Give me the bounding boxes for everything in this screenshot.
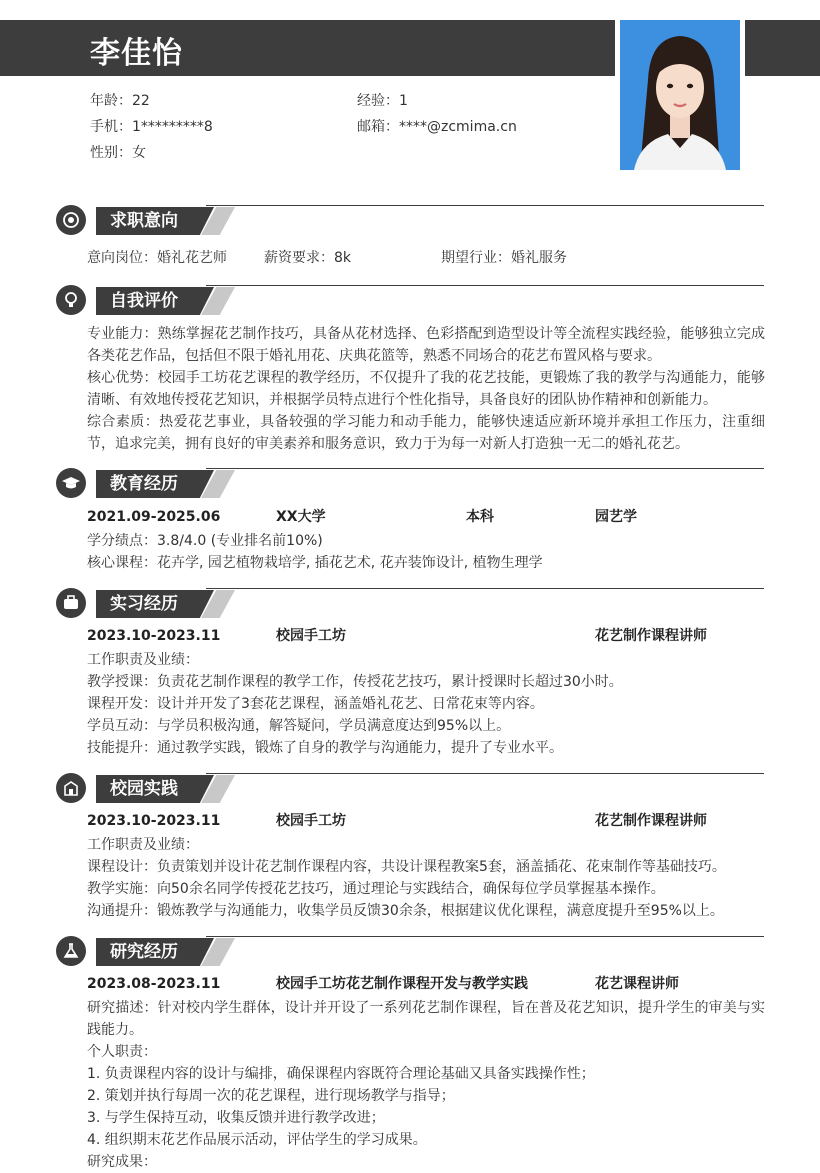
info-age: 年龄：22 — [90, 93, 150, 109]
target-icon — [56, 205, 86, 235]
section-header-research — [56, 936, 764, 968]
section-divider — [206, 588, 764, 589]
intent-position: 意向岗位：婚礼花艺师 — [87, 250, 227, 266]
education-date: 2021.09-2025.06 — [87, 509, 221, 525]
education-gpa: 学分绩点：3.8/4.0 (专业排名前10%) — [87, 533, 323, 549]
info-email: 邮箱：****@zcmima.cn — [357, 119, 517, 135]
flask-icon — [56, 936, 86, 966]
section-divider — [206, 936, 764, 937]
campus-date: 2023.10-2023.11 — [87, 813, 221, 829]
candidate-name: 李佳怡 — [90, 36, 183, 71]
research-line: 个人职责： — [87, 1044, 157, 1060]
self-eval-paragraph: 专业能力：熟练掌握花艺制作技巧，具备从花材选择、色彩搭配到造型设计等全流程实践经验，能够独立完成各类花艺作品，包括但不限于婚礼用花、庆典花篮等，熟悉不同场合的花艺布置风格与要求。 — [87, 326, 765, 364]
section-divider — [206, 773, 764, 774]
internship-role: 花艺制作课程讲师 — [595, 628, 707, 644]
section-title: 校园实践 — [110, 779, 178, 799]
section-divider — [206, 205, 764, 206]
campus-line: 沟通提升：锻炼教学与沟通能力，收集学员反馈30余条，根据建议优化课程，满意度提升至95%以上。 — [87, 903, 724, 919]
info-experience: 经验：1 — [357, 93, 408, 109]
internship-line: 技能提升：通过教学实践，锻炼了自身的教学与沟通能力，提升了专业水平。 — [87, 740, 563, 756]
research-role: 花艺课程讲师 — [595, 976, 679, 992]
intent-industry: 期望行业：婚礼服务 — [441, 250, 567, 266]
internship-date: 2023.10-2023.11 — [87, 628, 221, 644]
research-project: 校园手工坊花艺制作课程开发与教学实践 — [276, 976, 528, 992]
graduation-cap-icon — [56, 468, 86, 498]
internship-line: 工作职责及业绩： — [87, 652, 199, 668]
campus-line: 工作职责及业绩： — [87, 837, 199, 853]
section-divider — [206, 285, 764, 286]
section-title: 教育经历 — [110, 474, 178, 494]
self-eval-paragraph: 综合素质：热爱花艺事业，具备较强的学习能力和动手能力，能够快速适应新环境并承担工作压力，注重细节，追求完美，拥有良好的审美素养和服务意识，致力于为每一对新人打造独一无二的婚礼花艺。 — [87, 414, 765, 452]
education-degree: 本科 — [466, 509, 494, 525]
campus-line: 教学实施：向50余名同学传授花艺技巧，通过理论与实践结合，确保每位学员掌握基本操作。 — [87, 881, 665, 897]
intent-salary: 薪资要求：8k — [264, 250, 352, 266]
education-courses: 核心课程：花卉学, 园艺植物栽培学, 插花艺术, 花卉装饰设计, 植物生理学 — [87, 555, 543, 571]
campus-line: 课程设计：负责策划并设计花艺制作课程内容，共设计课程教案5套，涵盖插花、花束制作等基础技巧。 — [87, 859, 726, 875]
education-school: XX大学 — [276, 509, 326, 525]
campus-org: 校园手工坊 — [276, 813, 346, 829]
section-header-campus — [56, 773, 764, 805]
section-header-internship — [56, 588, 764, 620]
education-major: 园艺学 — [595, 509, 637, 525]
section-header-education — [56, 468, 764, 500]
research-line: 3. 与学生保持互动，收集反馈并进行教学改进； — [87, 1110, 385, 1126]
campus-role: 花艺制作课程讲师 — [595, 813, 707, 829]
profile-photo — [620, 20, 740, 170]
internship-line: 课程开发：设计并开发了3套花艺课程，涵盖婚礼花艺、日常花束等内容。 — [87, 696, 544, 712]
briefcase-icon — [56, 588, 86, 618]
internship-line: 教学授课：负责花艺制作课程的教学工作，传授花艺技巧，累计授课时长超过30小时。 — [87, 674, 623, 690]
section-header-intent — [56, 205, 764, 237]
lightbulb-icon — [56, 285, 86, 315]
section-header-self-eval — [56, 285, 764, 317]
header-bar-right — [745, 20, 820, 76]
info-gender: 性别：女 — [90, 145, 146, 161]
research-line: 4. 组织期末花艺作品展示活动，评估学生的学习成果。 — [87, 1132, 427, 1148]
research-date: 2023.08-2023.11 — [87, 976, 221, 992]
research-description: 研究描述：针对校内学生群体，设计并开设了一系列花艺制作课程，旨在普及花艺知识，提升学生的审美与实践能力。 — [87, 1000, 765, 1038]
section-title: 实习经历 — [110, 594, 178, 614]
research-line: 2. 策划并执行每周一次的花艺课程，进行现场教学与指导； — [87, 1088, 455, 1104]
research-line: 1. 负责课程内容的设计与编排，确保课程内容既符合理论基础又具备实践操作性； — [87, 1066, 595, 1082]
section-title: 研究经历 — [110, 942, 178, 962]
self-eval-paragraph: 核心优势：校园手工坊花艺课程的教学经历，不仅提升了我的花艺技能，更锻炼了我的教学与沟通能力，能够清晰、有效地传授花艺知识，并根据学员特点进行个性化指导，具备良好的团队协作精神和创新能力。 — [87, 370, 765, 408]
section-divider — [206, 468, 764, 469]
building-icon — [56, 773, 86, 803]
research-line: 研究成果： — [87, 1154, 157, 1170]
internship-org: 校园手工坊 — [276, 628, 346, 644]
internship-line: 学员互动：与学员积极沟通，解答疑问，学员满意度达到95%以上。 — [87, 718, 511, 734]
section-title: 求职意向 — [110, 211, 178, 231]
info-phone: 手机：1*********8 — [90, 119, 213, 135]
section-title: 自我评价 — [110, 291, 178, 311]
